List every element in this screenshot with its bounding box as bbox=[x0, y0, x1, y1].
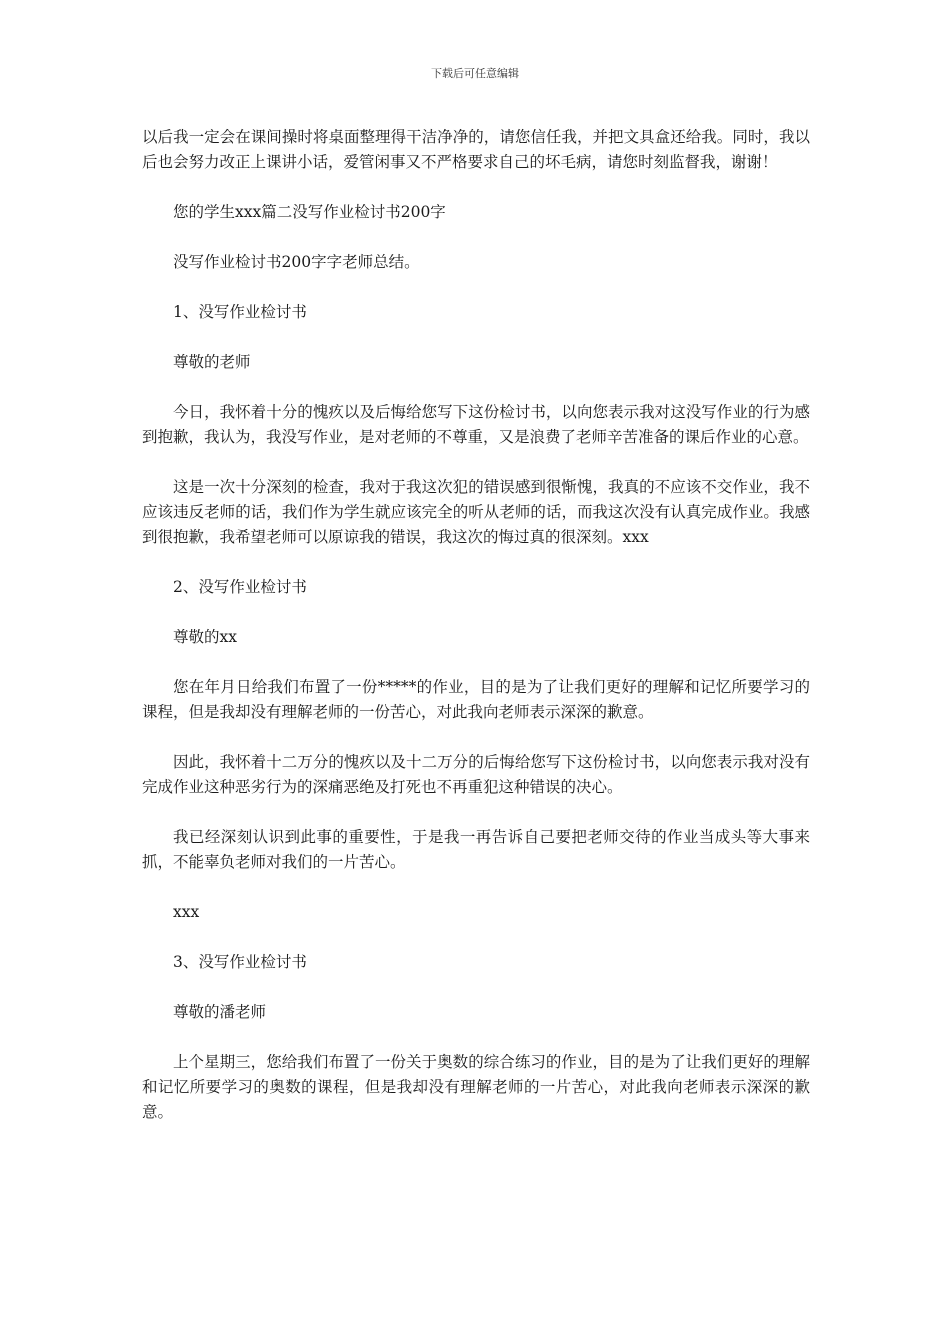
section-heading-3: 3、没写作业检讨书 bbox=[173, 953, 307, 971]
salutation-1: 尊敬的老师 bbox=[173, 353, 251, 371]
salutation-2: 尊敬的xx bbox=[173, 628, 237, 646]
paragraph: 我已经深刻认识到此事的重要性，于是我一再告诉自己要把老师交待的作业当成头等大事来抓，不能辜负老师对我们的一片苦心。 bbox=[142, 828, 810, 871]
document-body bbox=[142, 125, 810, 1125]
paragraph: 您在年月日给我们布置了一份*****的作业，目的是为了让我们更好的理解和记忆所要学习的课程，但是我却没有理解老师的一份苦心，对此我向老师表示深深的歉意。 bbox=[142, 678, 810, 721]
paragraph: 上个星期三，您给我们布置了一份关于奥数的综合练习的作业，目的是为了让我们更好的理解和记忆所要学习的奥数的课程，但是我却没有理解老师的一片苦心，对此我向老师表示深深的歉意。 bbox=[142, 1053, 810, 1121]
paragraph-continuation: 以后我一定会在课间操时将桌面整理得干洁净净的，请您信任我，并把文具盒还给我。同时，我以后也会努力改正上课讲小话，爱管闲事又不严格要求自己的坏毛病，请您时刻监督我，谢谢！ bbox=[142, 128, 810, 171]
summary-line: 没写作业检讨书200字字老师总结。 bbox=[173, 253, 420, 271]
paragraph: 因此，我怀着十二万分的愧疚以及十二万分的后悔给您写下这份检讨书，以向您表示我对没有完成作业这种恶劣行为的深痛恶绝及打死也不再重犯这种错误的决心。 bbox=[142, 753, 810, 796]
section-heading-1: 1、没写作业检讨书 bbox=[173, 303, 307, 321]
signature-xxx: xxx bbox=[173, 903, 200, 921]
salutation-3: 尊敬的潘老师 bbox=[173, 1003, 267, 1021]
paragraph: 这是一次十分深刻的检查，我对于我这次犯的错误感到很惭愧，我真的不应该不交作业，我不应该违反老师的话，我们作为学生就应该完全的听从老师的话，而我这次没有认真完成作业。我感到很抱歉，我希望老师可以原谅我的错误，我这次的悔过真的很深刻。xxx bbox=[142, 478, 810, 546]
section-heading-2: 2、没写作业检讨书 bbox=[173, 578, 307, 596]
signature-line: 您的学生xxx篇二没写作业检讨书200字 bbox=[173, 203, 446, 221]
page-header: 下载后可任意编辑 bbox=[431, 67, 519, 80]
paragraph: 今日，我怀着十分的愧疚以及后悔给您写下这份检讨书，以向您表示我对这没写作业的行为感到抱歉，我认为，我没写作业，是对老师的不尊重，又是浪费了老师辛苦准备的课后作业的心意。 bbox=[142, 403, 810, 446]
